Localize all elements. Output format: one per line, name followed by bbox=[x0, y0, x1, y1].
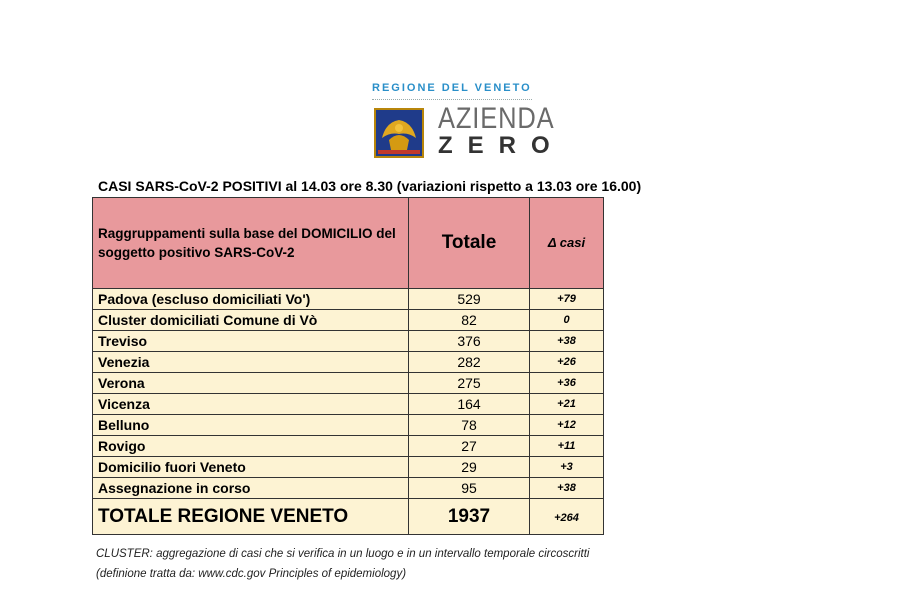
header-group-cell bbox=[93, 198, 409, 289]
row-label: Treviso bbox=[93, 331, 409, 352]
logo-name-line2: ZERO bbox=[438, 132, 565, 159]
row-total: 282 bbox=[409, 352, 530, 373]
row-label: Assegnazione in corso bbox=[93, 478, 409, 499]
table-row bbox=[93, 415, 604, 436]
total-label: TOTALE REGIONE VENETO bbox=[98, 505, 349, 527]
row-label: Padova (escluso domiciliati Vo') bbox=[93, 289, 409, 310]
logo-name-line1: AZIENDA bbox=[438, 102, 555, 135]
row-label: Domicilio fuori Veneto bbox=[93, 457, 409, 478]
row-delta: +36 bbox=[530, 373, 604, 394]
table-row bbox=[93, 394, 604, 415]
total-delta: +264 bbox=[554, 511, 579, 524]
logo-region-text: REGIONE DEL VENETO bbox=[372, 82, 532, 94]
row-delta: +12 bbox=[530, 415, 604, 436]
footnote-cluster: CLUSTER: aggregazione di casi che si verifica in un luogo e in un intervallo temporale circoscritti bbox=[96, 548, 590, 560]
table-row bbox=[93, 478, 604, 499]
row-total: 376 bbox=[409, 331, 530, 352]
footnote-source: (definione tratta da: www.cdc.gov Principles of epidemiology) bbox=[96, 568, 407, 580]
table-row bbox=[93, 436, 604, 457]
row-delta: 0 bbox=[530, 310, 604, 331]
lion-of-st-mark-icon bbox=[374, 108, 424, 158]
row-label: Cluster domiciliati Comune di Vò bbox=[93, 310, 409, 331]
total-value: 1937 bbox=[447, 505, 491, 527]
row-total: 78 bbox=[409, 415, 530, 436]
row-total: 275 bbox=[409, 373, 530, 394]
table-header-row bbox=[93, 198, 604, 289]
table-row bbox=[93, 310, 604, 331]
total-delta-cell bbox=[530, 499, 604, 535]
table-row bbox=[93, 457, 604, 478]
row-label: Vicenza bbox=[93, 394, 409, 415]
row-total: 27 bbox=[409, 436, 530, 457]
row-delta: +79 bbox=[530, 289, 604, 310]
row-label: Venezia bbox=[93, 352, 409, 373]
header-total-label: Totale bbox=[441, 232, 497, 253]
row-total: 529 bbox=[409, 289, 530, 310]
row-label: Belluno bbox=[93, 415, 409, 436]
total-label-cell bbox=[93, 499, 409, 535]
row-total: 95 bbox=[409, 478, 530, 499]
row-delta: +38 bbox=[530, 331, 604, 352]
row-total: 29 bbox=[409, 457, 530, 478]
logo-divider bbox=[372, 99, 532, 100]
header-total-cell bbox=[409, 198, 530, 289]
header-delta-cell bbox=[530, 198, 604, 289]
page-title: CASI SARS-CoV-2 POSITIVI al 14.03 ore 8.30 (variazioni rispetto a 13.03 ore 16.00) bbox=[98, 178, 642, 194]
row-total: 82 bbox=[409, 310, 530, 331]
row-delta: +38 bbox=[530, 478, 604, 499]
row-delta: +3 bbox=[530, 457, 604, 478]
row-delta: +21 bbox=[530, 394, 604, 415]
row-label: Rovigo bbox=[93, 436, 409, 457]
total-value-cell bbox=[409, 499, 530, 535]
row-delta: +11 bbox=[530, 436, 604, 457]
table-row bbox=[93, 289, 604, 310]
row-delta: +26 bbox=[530, 352, 604, 373]
table-total-row bbox=[93, 499, 604, 535]
table-row bbox=[93, 373, 604, 394]
row-label: Verona bbox=[93, 373, 409, 394]
table-row bbox=[93, 331, 604, 352]
table-row bbox=[93, 352, 604, 373]
header-delta-label: Δ casi bbox=[547, 235, 586, 250]
cases-table bbox=[92, 197, 604, 535]
header-group-label: Raggruppamenti sulla base del DOMICILIO del soggetto positivo SARS-CoV-2 bbox=[98, 226, 396, 260]
row-total: 164 bbox=[409, 394, 530, 415]
